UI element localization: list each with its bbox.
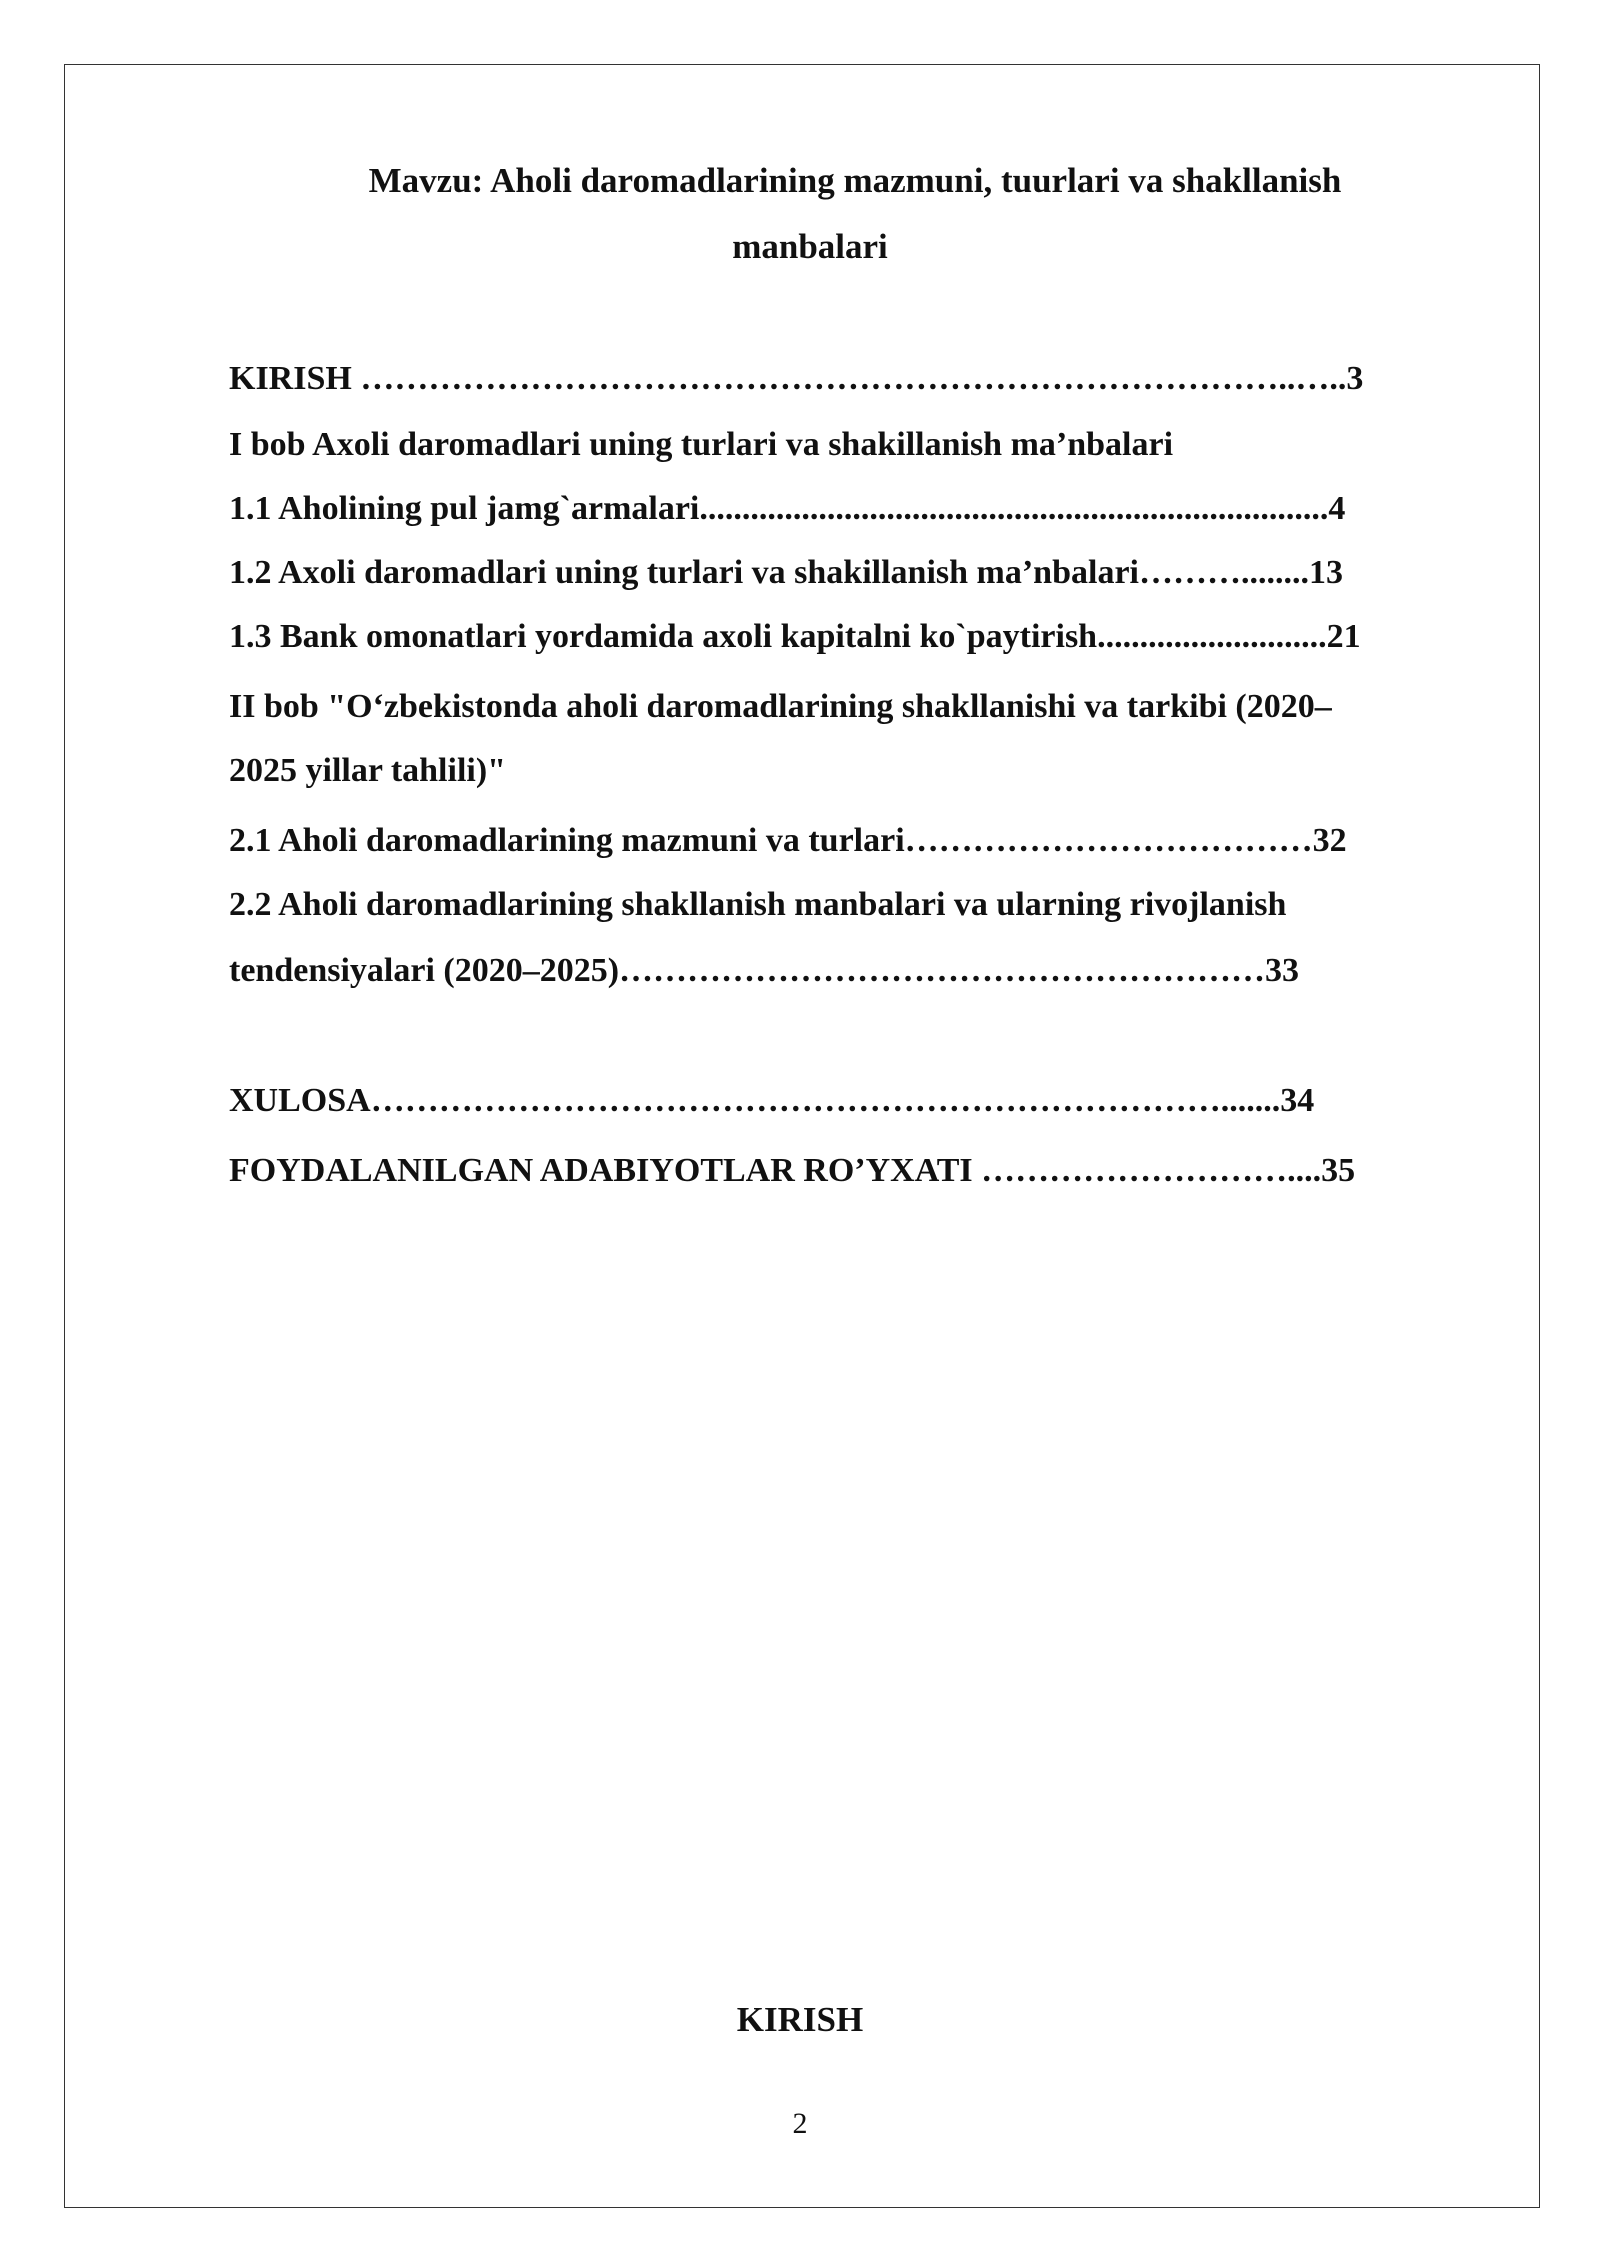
toc-entry-references: FOYDALANILGAN ADABIYOTLAR RO’YXATI ………………………....35 <box>229 1152 1356 1189</box>
toc-entry-chapter-2: II bob "O‘zbekistonda aholi daromadlarining shakllanishi va tarkibi (2020– <box>229 688 1332 725</box>
toc-entry-1-1: 1.1 Aholining pul jamg`armalari..........................................................................4 <box>229 490 1346 527</box>
toc-entry-1-2: 1.2 Axoli daromadlari uning turlari va shakillanish ma’nbalari………........13 <box>229 554 1343 591</box>
toc-entry-xulosa: XULOSA………………………………………………………………….......34 <box>229 1082 1315 1119</box>
section-heading-kirish: KIRISH <box>736 2000 864 2039</box>
toc-entry-2-2-cont: tendensiyalari (2020–2025)…………………………………………………33 <box>229 952 1300 989</box>
toc-entry-chapter-2-cont: 2025 yillar tahlili)" <box>229 752 507 789</box>
title-line-2: manbalari <box>732 227 888 266</box>
document-title <box>230 148 1390 280</box>
title-line-1: Mavzu: Aholi daromadlarining mazmuni, tuurlari va shakllanish <box>368 161 1342 200</box>
toc-entry-chapter-1: I bob Axoli daromadlari uning turlari va shakillanish ma’nbalari <box>229 426 1174 463</box>
toc-entry-1-3: 1.3 Bank omonatlari yordamida axoli kapitalni ko`paytirish...........................21 <box>229 618 1361 655</box>
page-number: 2 <box>792 2107 808 2140</box>
toc-entry-2-2: 2.2 Aholi daromadlarining shakllanish manbalari va ularning rivojlanish <box>229 886 1287 923</box>
toc-entry-2-1: 2.1 Aholi daromadlarining mazmuni va turlari………………………………32 <box>229 822 1347 859</box>
toc-entry-kirish: KIRISH ………………………………………………………………………..…..3 <box>229 360 1364 397</box>
